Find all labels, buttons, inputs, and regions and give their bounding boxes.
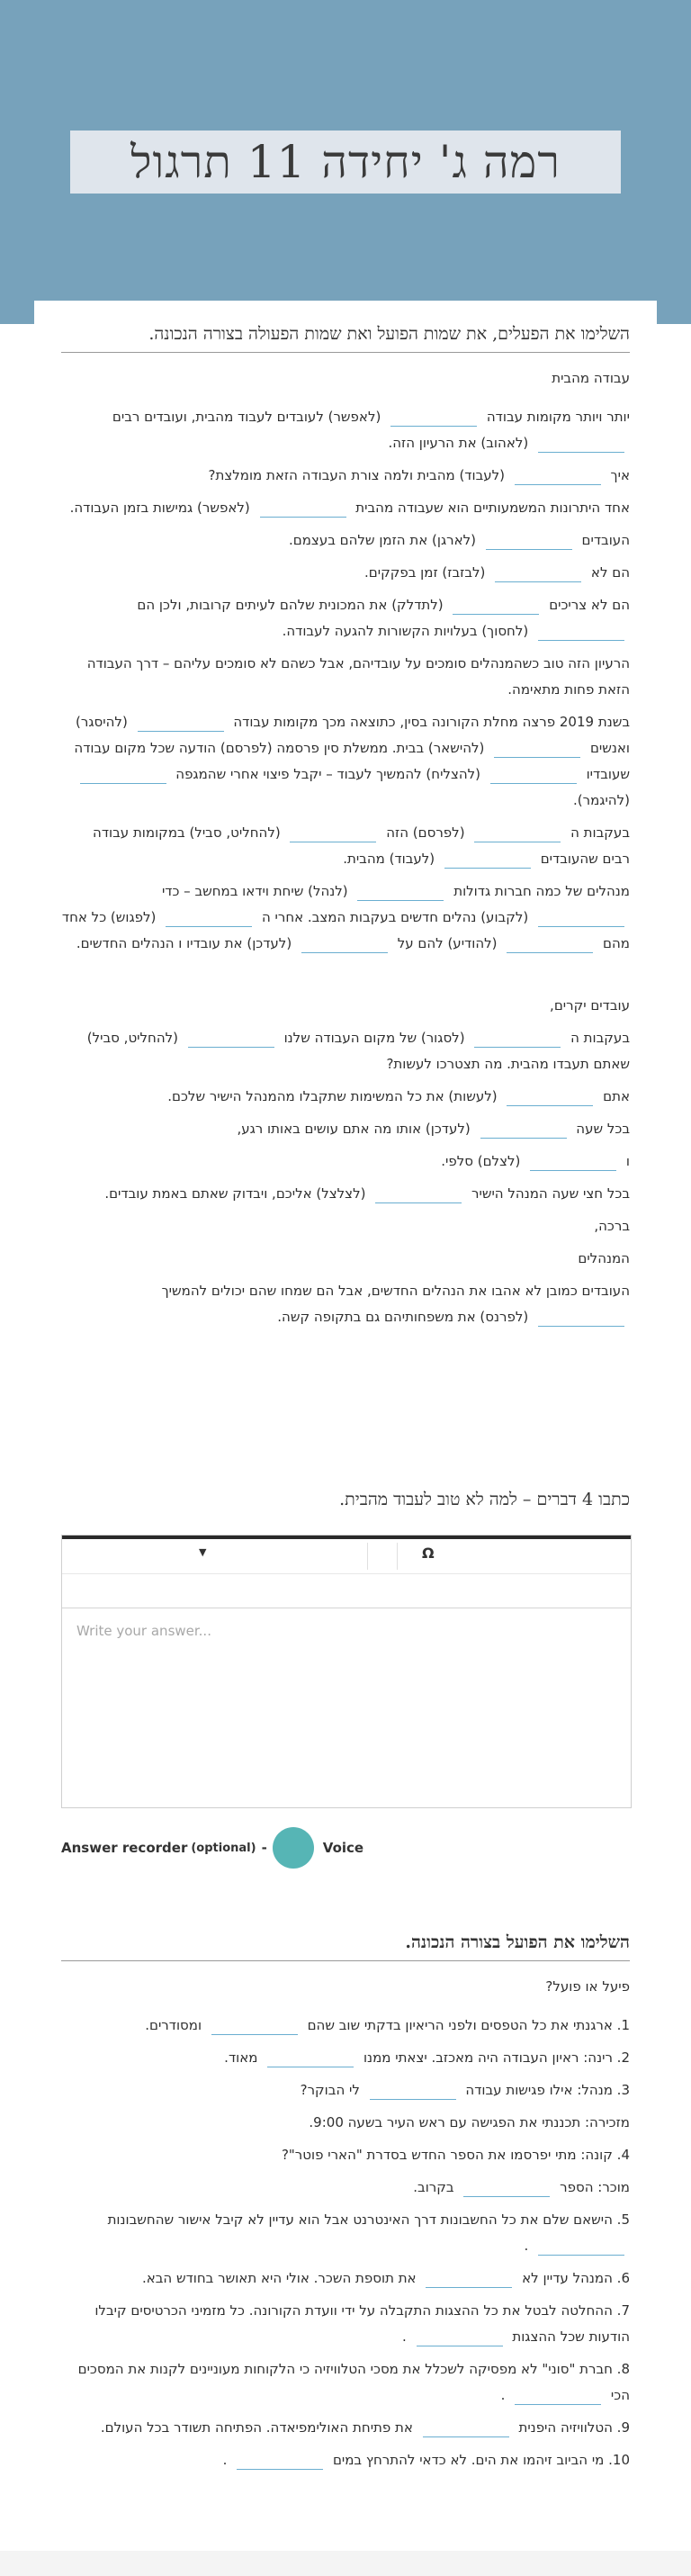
sentence-text: ברכה,: [594, 1218, 630, 1234]
blank-input[interactable]: [290, 824, 376, 842]
sentence-text: (להצליח) להמשיך לעבוד – יקבל פיצוי אחרי שהמגפה: [171, 766, 485, 782]
sentence-text: (לבזבז) זמן בפקקים.: [364, 564, 490, 581]
section-1-sentence: [61, 560, 630, 586]
sentence-text: 1. ארגנתי את כל הטפסים ולפני הריאיון בדקתי שוב שהם: [302, 2017, 630, 2033]
sentence-text: 4. קונה: מתי יפרסמו את הספר החדש בסדרת "הארי פוטר"?: [281, 2147, 630, 2163]
sentence-text: ומסודרים.: [145, 2017, 206, 2033]
section-1-lines: [61, 404, 630, 957]
sentence-text: (לצלם) סלפי.: [441, 1153, 525, 1169]
blank-input[interactable]: [486, 532, 572, 550]
sentence-text: בשנת 2019 פרצה מחלת הקורונה בסין, כתוצאה מכך מקומות עבודה: [229, 714, 630, 730]
section-3-sentence: [61, 2207, 630, 2259]
sentence-text: (לעדכן) את עובדיו ו הנהלים החדשים.: [76, 935, 296, 951]
blank-input[interactable]: [538, 623, 624, 641]
sentence-text: (לעבוד) מהבית.: [343, 851, 439, 867]
blank-input[interactable]: [463, 2179, 550, 2197]
sentence-text: (לפגוש) כל אחד מהם: [61, 909, 630, 951]
sentence-text: מאוד.: [224, 2049, 263, 2066]
title-box: [70, 131, 621, 194]
sentence-text: מנהלים של כמה חברות גדולות: [449, 883, 630, 899]
blank-input[interactable]: [80, 766, 166, 784]
sentence-text: העובדים: [577, 532, 630, 548]
sentence-text: מזכירה: תכננתי את הפגישה עם ראש העיר בשעה 9:00.: [309, 2114, 630, 2130]
answer-editor: [61, 1535, 632, 1808]
sentence-text: המנהלים: [578, 1250, 630, 1266]
answer-textarea[interactable]: Write your answer...: [76, 1623, 211, 1639]
sentence-text: אתם: [598, 1088, 630, 1104]
blank-input[interactable]: [390, 409, 477, 427]
sentence-text: (לאהוב) את הרעיון הזה.: [388, 435, 533, 451]
sentence-text: 3. מנהל: אילו פגישות עבודה: [461, 2082, 630, 2098]
blank-input[interactable]: [530, 1153, 616, 1171]
toolbar-divider: [367, 1543, 368, 1570]
record-button[interactable]: [273, 1827, 314, 1869]
sentence-text: אחד היתרונות המשמעותיים הוא שעבודה מהבית: [351, 500, 630, 516]
letter-sentence: [61, 1213, 630, 1239]
sentence-text: 5. הישאם שלם את כל החשבונות דרך האינטרנט אבל הוא עדיין לא קיבל אישור שהחשבונות: [107, 2211, 630, 2228]
blank-input[interactable]: [423, 2419, 509, 2437]
section-3-sentence: [61, 2142, 630, 2168]
letter-sentence: [61, 1246, 630, 1272]
sentence-text: (לצלצל) אליכם, ויבדוק שאתם באמת עובדים.: [104, 1185, 371, 1202]
blank-input[interactable]: [507, 1088, 593, 1106]
sentence-text: הם לא צריכים: [544, 597, 630, 613]
sentence-text: .: [500, 2387, 510, 2403]
blank-input[interactable]: [267, 2049, 354, 2067]
sentence-text: בעקבות ה: [566, 1030, 630, 1046]
sentence-text: (לפרנס) את משפחותיהם גם בתקופה קשה.: [277, 1309, 533, 1325]
blank-input[interactable]: [495, 564, 581, 582]
sentence-text: בכל שעה: [571, 1121, 630, 1137]
section-1-sentence: [61, 592, 630, 644]
letter-block: [61, 993, 630, 1330]
sentence-text: (לתדלק) את המכונית שלהם לעיתים קרובות, ולכן הם: [137, 597, 448, 613]
sentence-text: (להישאר) בבית. ממשלת סין פרסמה (לפרסם) הודעה שכל מקום עבודה שעובדיו: [74, 740, 630, 782]
section-3-sentence: [61, 2265, 630, 2292]
sentence-text: בעקבות ה: [566, 824, 630, 841]
section-3-lines: [61, 2013, 630, 2473]
section-fill-verbs: [61, 324, 630, 1337]
section-1-sentence: [61, 878, 630, 957]
letter-sentence: [61, 1116, 630, 1142]
blank-input[interactable]: [138, 714, 224, 732]
sentence-text: (לארגן) את הזמן שלהם בעצמם.: [289, 532, 480, 548]
section-3-sentence: [61, 2175, 630, 2201]
sentence-text: (לקבוע) נהלים חדשים בעקבות המצב. אחרי ה: [257, 909, 533, 925]
section-3-sentence: [61, 2013, 630, 2039]
section-3-sentence: [61, 2045, 630, 2071]
section-3-subtitle: פיעל או פועל?: [545, 1978, 630, 1995]
special-char-button[interactable]: Ω: [422, 1545, 435, 1562]
section-3-title: השלימו את הפועל בצורה הנכונה.: [61, 1932, 630, 1961]
sentence-text: את תוספת השכר. אולי היא תאושר בחודש הבא.: [141, 2270, 421, 2286]
section-1-sentence: [61, 527, 630, 554]
blank-input[interactable]: [538, 2238, 624, 2256]
blank-input[interactable]: [538, 435, 624, 453]
sentence-text: .: [402, 2328, 411, 2345]
page-title: רמה ג' יחידה 11 תרגול: [130, 136, 561, 188]
sentence-text: (לאפשר) לעובדים לעבוד מהבית, ועובדים רבים: [112, 409, 386, 425]
blank-input[interactable]: [474, 1030, 561, 1048]
sentence-text: 2. רינה: ראיון העבודה היה מאכזב. יצאתי ממנו: [359, 2049, 630, 2066]
sentence-text: בכל חצי שעה המנהל הישיר: [467, 1185, 630, 1202]
blank-input[interactable]: [166, 909, 252, 927]
recorder-dash: -: [261, 1840, 267, 1856]
recorder-optional: (optional): [191, 1841, 256, 1855]
blank-input[interactable]: [417, 2328, 503, 2346]
section-1-sentence: [61, 709, 630, 814]
sentence-text: 7. ההחלטה לבטל את כל ההצגות התקבלה על ידי וועדת הקורונה. כל מזמיני הכרטיסים קיבלו הודעות שכל ההצגות: [94, 2302, 630, 2345]
letter-sentence: [61, 1025, 630, 1077]
sentence-text: (לפרסם) הזה: [381, 824, 470, 841]
section-1-subtitle: עבודה מהבית: [552, 370, 630, 386]
voice-label: Voice: [322, 1840, 364, 1856]
toolbar-divider: [397, 1543, 398, 1570]
section-piel-pual: [61, 1932, 630, 2480]
sentence-text: יותר ויותר מקומות עבודה: [482, 409, 630, 425]
blank-input[interactable]: [375, 1185, 462, 1203]
sentence-text: העובדים כמובן לא אהבו את הנהלים החדשים, אבל הם שמחו שהם יכולים להמשיך: [161, 1283, 630, 1299]
sentence-text: (לעבוד) מהבית ולמה צורת העבודה הזאת מומלצת?: [208, 467, 509, 483]
answer-recorder: [61, 1825, 630, 1870]
recorder-label: Answer recorder: [61, 1840, 188, 1856]
sentence-text: 6. המנהל עדיין לא: [517, 2270, 630, 2286]
section-3-sentence: [61, 2077, 630, 2103]
letter-sentence: [61, 1148, 630, 1175]
footer-band: [0, 2551, 691, 2576]
blank-input[interactable]: [237, 2452, 323, 2470]
sentence-text: (לאפשר) גמישות בזמן העבודה.: [69, 500, 255, 516]
letter-sentence: [61, 1181, 630, 1207]
editor-toolbar: [62, 1536, 631, 1608]
section-1-sentence: [61, 495, 630, 521]
blank-input[interactable]: [260, 500, 346, 518]
section-3-sentence: [61, 2110, 630, 2136]
sentence-text: (להיגמר).: [573, 792, 630, 808]
sentence-text: (להיסגר) ואנשים: [76, 714, 630, 756]
section-1-title: השלימו את הפעלים, את שמות הפועל ואת שמות הפעולה בצורה הנכונה.: [61, 324, 630, 353]
section-1-sentence: [61, 820, 630, 872]
sentence-text: מוכר: הספר: [555, 2179, 630, 2195]
sentence-text: 9. הטלוויזיה היפנית: [514, 2419, 630, 2436]
letter-sentence: [61, 1278, 630, 1330]
sentence-text: 10. מי הביוב זיהמו את הים. לא כדאי להתרחץ במים: [328, 2452, 630, 2468]
dropdown-caret-icon[interactable]: ▼: [199, 1546, 207, 1558]
sentence-text: לי הבוקר?: [300, 2082, 364, 2098]
sentence-text: (להחליט, סביל) במקומות עבודה רבים שהעובדים: [93, 824, 630, 867]
sentence-text: בקרוב.: [413, 2179, 459, 2195]
blank-input[interactable]: [515, 467, 601, 485]
section-1-sentence: [61, 651, 630, 703]
section-3-sentence: [61, 2298, 630, 2350]
blank-input[interactable]: [515, 2387, 601, 2405]
section-3-sentence: [61, 2415, 630, 2441]
blank-input[interactable]: [370, 2082, 456, 2100]
sentence-text: .: [524, 2238, 533, 2254]
sentence-text: (לסגור) של מקום העבודה שלנו: [279, 1030, 470, 1046]
sentence-text: (לנהל) שיחת וידאו במחשב – כדי: [161, 883, 353, 899]
sentence-text: (להחליט, סביל) שאתם תעבדו מהבית. מה תצטרכו לעשות?: [86, 1030, 630, 1072]
section-1-sentence: [61, 463, 630, 489]
letter-sentence: [61, 1084, 630, 1110]
blank-input[interactable]: [357, 883, 444, 901]
letter-sentence: [61, 993, 630, 1019]
blank-input[interactable]: [538, 909, 624, 927]
toolbar-row: [62, 1539, 631, 1574]
sentence-text: את פתיחת האולימפיאדה. הפתיחה תשודר בכל העולם.: [100, 2419, 417, 2436]
question-2-prompt: כתבו 4 דברים – למה לא טוב לעבוד מהבית.: [339, 1490, 630, 1509]
blank-input[interactable]: [301, 935, 388, 953]
sentence-text: (לעדכן) אותו מה אתם עושים באותו רגע,: [237, 1121, 475, 1137]
blank-input[interactable]: [480, 1121, 567, 1139]
section-3-sentence: [61, 2447, 630, 2473]
blank-input[interactable]: [211, 2017, 298, 2035]
blank-input[interactable]: [538, 1309, 624, 1327]
sentence-text: איך: [606, 467, 630, 483]
blank-input[interactable]: [490, 766, 577, 784]
section-3-sentence: [61, 2356, 630, 2409]
blank-input[interactable]: [188, 1030, 274, 1048]
sentence-text: הרעיון הזה טוב כשהמנהלים סומכים על עובדיהם, אבל כשהם לא סומכים עליהם – דרך העבודה הזאת פחות מתאימה.: [86, 655, 630, 698]
blank-input[interactable]: [453, 597, 539, 615]
blank-input[interactable]: [444, 851, 531, 869]
blank-input[interactable]: [494, 740, 580, 758]
sentence-text: (לעשות) את כל המשימות שתקבלו מהמנהל הישיר שלכם.: [167, 1088, 502, 1104]
sentence-text: (לחסוך) בעלויות הקשורות להגעה לעבודה.: [282, 623, 533, 639]
sentence-text: (להודיע) להם על: [392, 935, 502, 951]
sentence-text: ו: [622, 1153, 630, 1169]
blank-input[interactable]: [426, 2270, 512, 2288]
sentence-text: .: [222, 2452, 232, 2468]
sentence-text: 8. חברת "סוני" לא מפסיקה לשכלל את מסכי הטלוויזיה כי הלקוחות מעוניינים לקנות את המסכים הכי: [77, 2361, 630, 2403]
section-1-sentence: [61, 404, 630, 456]
blank-input[interactable]: [474, 824, 561, 842]
sentence-text: עובדים יקרים,: [550, 997, 630, 1013]
blank-input[interactable]: [507, 935, 593, 953]
sentence-text: הם לא: [587, 564, 630, 581]
